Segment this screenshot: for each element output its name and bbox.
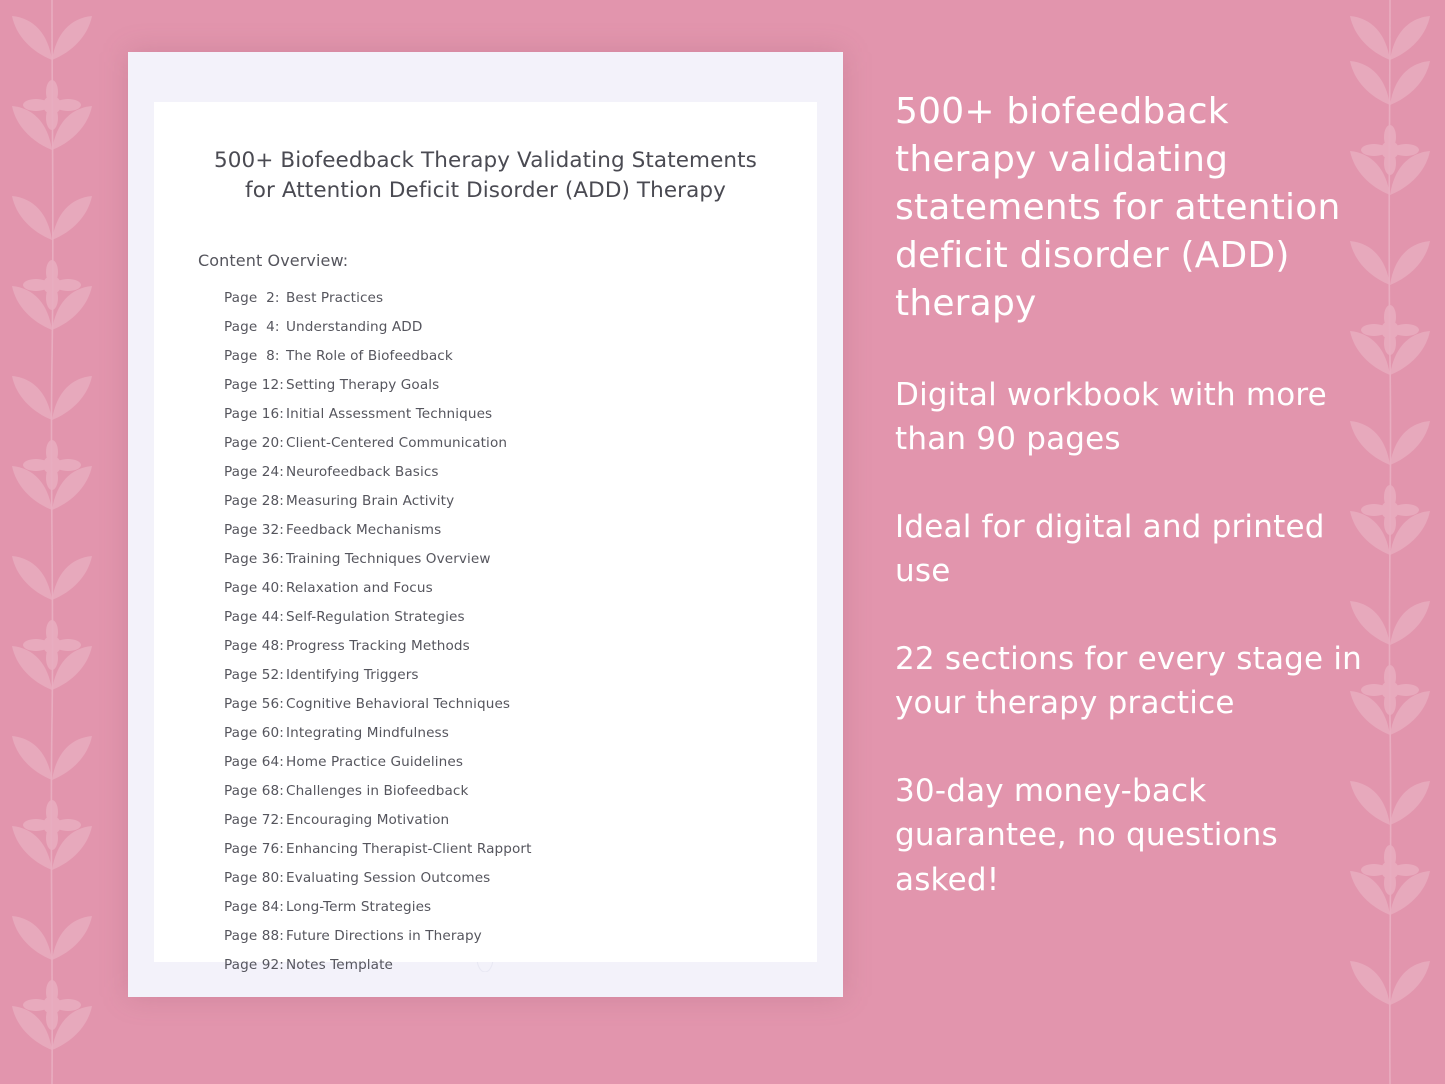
toc-row xyxy=(224,377,777,406)
toc-page-number: Page 44: xyxy=(224,609,284,626)
toc-row xyxy=(224,870,777,899)
toc-page-number: Page 80: xyxy=(224,870,284,887)
toc-row xyxy=(224,754,777,783)
table-of-contents xyxy=(224,290,777,986)
toc-page-number: Page 2: xyxy=(224,290,280,307)
promo-headline: 500+ biofeedback therapy validating statements for attention deficit disorder (ADD) therapy xyxy=(895,91,1341,324)
toc-page-number: Page 12: xyxy=(224,377,284,394)
toc-row xyxy=(224,435,777,464)
toc-section-label: Neurofeedback Basics xyxy=(286,464,439,481)
toc-section-label: Feedback Mechanisms xyxy=(286,522,442,539)
toc-section-label: Home Practice Guidelines xyxy=(286,754,464,771)
toc-section-label: Understanding ADD xyxy=(286,319,423,336)
toc-page-number: Page 40: xyxy=(224,580,284,597)
toc-row xyxy=(224,696,777,725)
toc-section-label: Integrating Mindfulness xyxy=(286,725,449,742)
toc-row xyxy=(224,551,777,580)
toc-page-number: Page 88: xyxy=(224,928,284,945)
toc-row xyxy=(224,348,777,377)
toc-page-number: Page 56: xyxy=(224,696,284,713)
toc-section-label: Setting Therapy Goals xyxy=(286,377,440,394)
toc-section-label: Best Practices xyxy=(286,290,384,307)
toc-page-number: Page 8: xyxy=(224,348,280,365)
toc-page-number: Page 48: xyxy=(224,638,284,655)
toc-row xyxy=(224,928,777,957)
toc-page-number: Page 72: xyxy=(224,812,284,829)
toc-section-label: Encouraging Motivation xyxy=(286,812,450,829)
toc-section-label: Progress Tracking Methods xyxy=(286,638,470,655)
page-title: 500+ Biofeedback Therapy Validating Statements for Attention Deficit Disorder (ADD) Therapy xyxy=(213,148,757,203)
toc-page-number: Page 68: xyxy=(224,783,284,800)
promo-column xyxy=(895,88,1365,902)
toc-page-number: Page 84: xyxy=(224,899,284,916)
document-page xyxy=(154,102,817,974)
toc-section-label: Identifying Triggers xyxy=(286,667,419,684)
toc-row xyxy=(224,783,777,812)
toc-page-number: Page 36: xyxy=(224,551,284,568)
toc-page-number: Page 92: xyxy=(224,957,284,974)
toc-page-number: Page 76: xyxy=(224,841,284,858)
toc-row xyxy=(224,725,777,754)
toc-page-number: Page 60: xyxy=(224,725,284,742)
toc-row xyxy=(224,464,777,493)
toc-row xyxy=(224,522,777,551)
toc-section-label: Training Techniques Overview xyxy=(286,551,491,568)
toc-row xyxy=(224,406,777,435)
toc-row xyxy=(224,899,777,928)
toc-row xyxy=(224,493,777,522)
content-overview-label: Content Overview: xyxy=(198,251,349,271)
toc-row xyxy=(224,638,777,667)
toc-row xyxy=(224,609,777,638)
toc-section-label: The Role of Biofeedback xyxy=(286,348,453,365)
promo-feature-item: 22 sections for every stage in your therapy practice xyxy=(895,641,1363,722)
document-preview xyxy=(128,52,843,997)
promo-feature-item: 30-day money-back guarantee, no questions asked! xyxy=(895,773,1278,898)
toc-section-label: Relaxation and Focus xyxy=(286,580,433,597)
toc-section-label: Enhancing Therapist-Client Rapport xyxy=(286,841,532,858)
toc-row xyxy=(224,812,777,841)
toc-row xyxy=(224,957,777,986)
toc-page-number: Page 24: xyxy=(224,464,284,481)
promo-feature-list xyxy=(895,373,1365,901)
toc-row xyxy=(224,290,777,319)
toc-page-number: Page 52: xyxy=(224,667,284,684)
toc-section-label: Evaluating Session Outcomes xyxy=(286,870,491,887)
toc-section-label: Future Directions in Therapy xyxy=(286,928,482,945)
toc-section-label: Cognitive Behavioral Techniques xyxy=(286,696,511,713)
toc-section-label: Notes Template xyxy=(286,957,394,974)
toc-page-number: Page 4: xyxy=(224,319,280,336)
promo-feature-item: Ideal for digital and printed use xyxy=(895,509,1325,590)
toc-row xyxy=(224,580,777,609)
toc-page-number: Page 32: xyxy=(224,522,284,539)
toc-section-label: Self-Regulation Strategies xyxy=(286,609,465,626)
floral-border-left-icon xyxy=(0,0,112,1084)
toc-page-number: Page 16: xyxy=(224,406,284,423)
promo-feature-item: Digital workbook with more than 90 pages xyxy=(895,377,1327,458)
toc-page-number: Page 28: xyxy=(224,493,284,510)
toc-page-number: Page 64: xyxy=(224,754,284,771)
toc-page-number: Page 20: xyxy=(224,435,284,452)
toc-section-label: Challenges in Biofeedback xyxy=(286,783,469,800)
toc-section-label: Long-Term Strategies xyxy=(286,899,432,916)
toc-section-label: Client-Centered Communication xyxy=(286,435,508,452)
toc-row xyxy=(224,667,777,696)
toc-row xyxy=(224,841,777,870)
toc-row xyxy=(224,319,777,348)
toc-section-label: Measuring Brain Activity xyxy=(286,493,455,510)
toc-section-label: Initial Assessment Techniques xyxy=(286,406,493,423)
